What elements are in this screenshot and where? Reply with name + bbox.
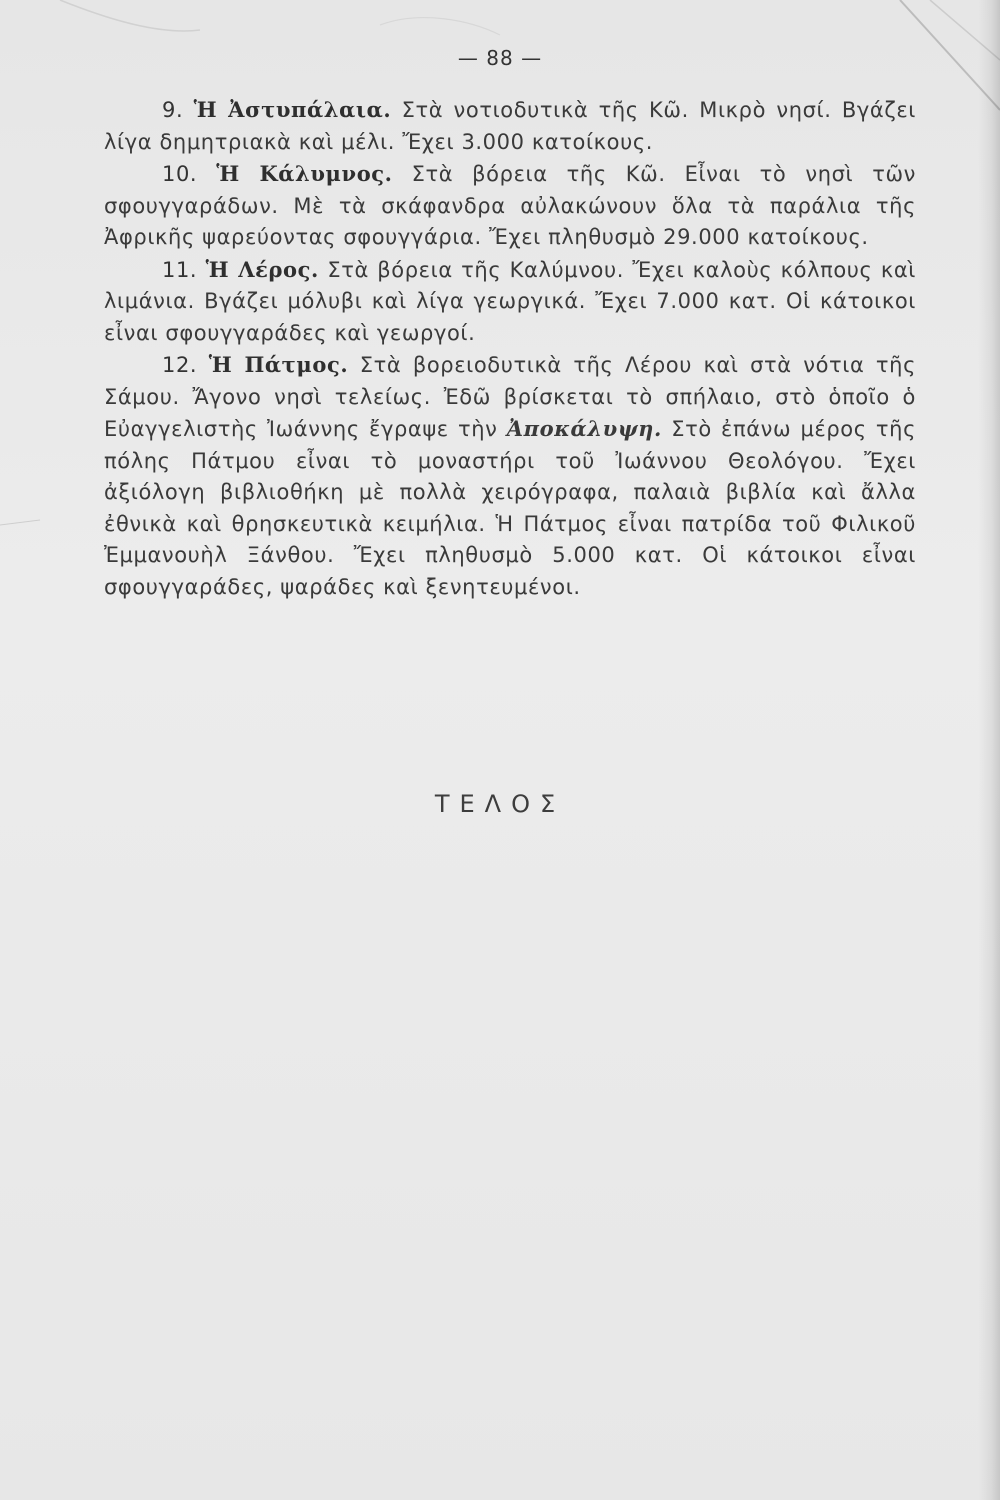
paragraph-kalymnos	[104, 158, 916, 254]
paragraph-number: 11.	[162, 257, 198, 282]
emphasized-title: Ἀποκάλυψη.	[506, 416, 662, 441]
paragraph-number: 9.	[162, 98, 184, 122]
body-text	[104, 94, 916, 603]
island-name: Ἡ Κάλυμνος.	[216, 161, 393, 186]
island-name: Ἡ Πάτμος.	[208, 352, 349, 377]
island-name: Ἡ Λέρος.	[205, 256, 319, 282]
page-shadow-edge	[978, 0, 1000, 1500]
island-name: Ἡ Ἀστυπάλαια.	[193, 97, 392, 122]
page-number: — 88 —	[457, 46, 543, 70]
paragraph-leros	[104, 254, 916, 350]
paragraph-text: Στὰ βόρεια τῆς Καλύμνου. Ἔχει καλοὺς κόλπους καὶ λιμάνια. Βγάζει μόλυβι καὶ λίγα γεωργικά. Ἔχει 7.000 κατ. Οἱ κάτοικοι εἶναι σφουγγαράδες καὶ γεωργοί.	[104, 257, 916, 345]
paragraph-number: 12.	[162, 353, 198, 377]
end-mark: ΤΕΛΟΣ	[434, 790, 566, 818]
paragraph-patmos	[104, 349, 916, 603]
paragraph-text: Στὰ βόρεια τῆς Κῶ. Εἶναι τὸ νησὶ τῶν σφουγγαράδων. Μὲ τὰ σκάφανδρα αὐλακώνουν ὅλα τὰ παράλια τῆς Ἀφρικῆς ψαρεύοντας σφουγγάρια. Ἔχει πληθυσμὸ 29.000 κατοίκους.	[104, 162, 916, 249]
paragraph-number: 10.	[162, 162, 198, 186]
paragraph-text: Στὸ ἐπάνω μέρος τῆς πόλης Πάτμου εἶναι τὸ μοναστήρι τοῦ Ἰωάννου Θεολόγου. Ἔχει ἀξιόλογη βιβλιοθήκη μὲ πολλὰ χειρόγραφα, παλαιὰ βιβλία καὶ ἄλλα ἐθνικὰ καὶ θρησκευτικὰ κειμήλια. Ἡ Πάτμος εἶναι πατρίδα τοῦ Φιλικοῦ Ἐμμανουὴλ Ξάνθου. Ἔχει πληθυσμὸ 5.000 κατ. Οἱ κάτοικοι εἶναι σφουγγαράδες, ψαράδες καὶ ξενητευμένοι.	[104, 417, 916, 599]
paragraph-text: Στὰ νοτιοδυτικὰ τῆς Κῶ. Μικρὸ νησί. Βγάζει λίγα δημητριακὰ καὶ μέλι. Ἔχει 3.000 κατοίκους.	[104, 98, 916, 154]
paragraph-astypalaia	[104, 94, 916, 158]
paragraph-text: Στὰ βορειοδυτικὰ τῆς Λέρου καὶ στὰ νότια τῆς Σάμου. Ἄγονο νησὶ τελείως. Ἐδῶ βρίσκεται τὸ σπήλαιο, στὸ ὁποῖο ὁ Εὐαγγελιστὴς Ἰωάννης ἔγραψε τὴν	[104, 353, 917, 441]
